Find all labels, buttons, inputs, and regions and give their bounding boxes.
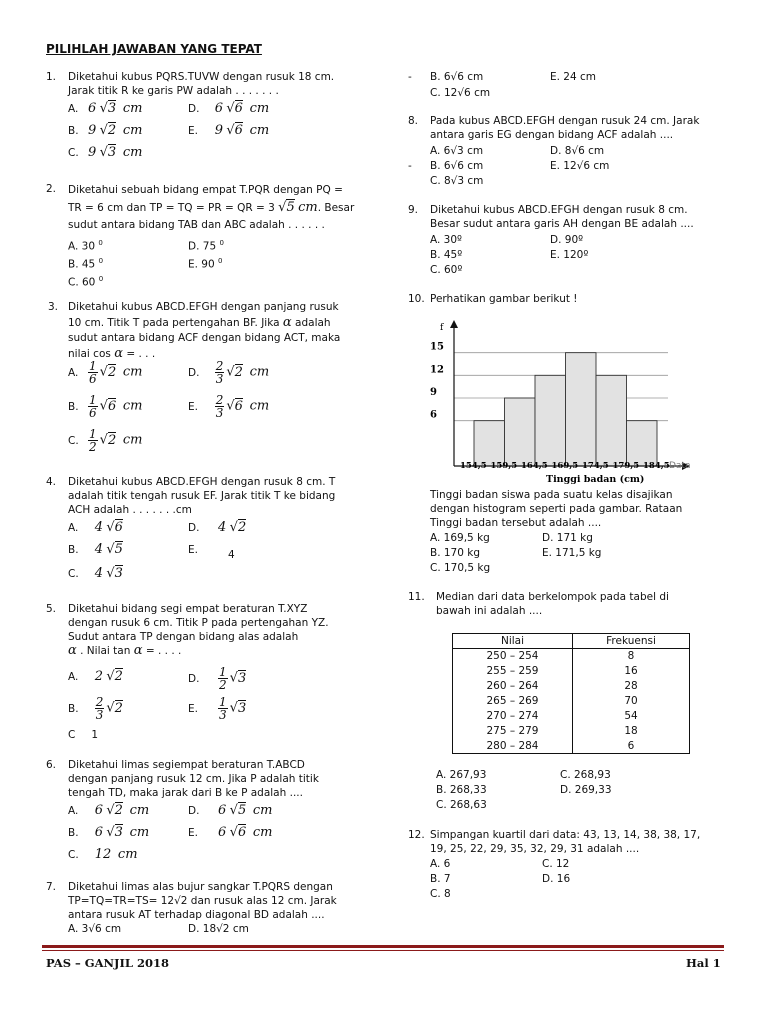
option-e[interactable]: E. $\frac{2}{3}$ √6 cm bbox=[188, 393, 270, 420]
option-b[interactable]: B. 9 √2 cm bbox=[68, 123, 143, 138]
question-number: 4. bbox=[46, 476, 57, 488]
numerator: 2 bbox=[215, 359, 224, 373]
question-number: 7. bbox=[46, 881, 57, 893]
text-part: . Besar bbox=[317, 202, 355, 214]
fraction bbox=[88, 360, 98, 385]
option-c[interactable]: C. 12√6 cm bbox=[430, 87, 491, 99]
question-text bbox=[68, 475, 364, 517]
unit: cm bbox=[122, 398, 143, 414]
x-tick-label: 169,5 bbox=[551, 461, 579, 471]
option-a[interactable]: A. 3√6 cm bbox=[68, 923, 122, 935]
option-letter: B. bbox=[68, 125, 79, 137]
text-line: Diketahui limas alas bujur sangkar T.PQRS dengan bbox=[68, 881, 333, 893]
text-line: Pada kubus ABCD.EFGH dengan rusuk 24 cm. Jarak bbox=[430, 115, 700, 127]
text-line: Simpangan kuartil dari data: 43, 13, 14, 38, 38, 17, bbox=[430, 829, 701, 841]
value: 9 bbox=[88, 123, 97, 138]
unit: cm bbox=[122, 432, 143, 448]
numerator: 1 bbox=[89, 427, 97, 441]
histogram-chart bbox=[418, 318, 718, 490]
radicand: 3 bbox=[114, 825, 123, 840]
option-d[interactable]: D. 18√2 cm bbox=[188, 923, 249, 935]
option-b[interactable]: B. 6√6 cm bbox=[430, 71, 484, 83]
question-number: 10. bbox=[408, 293, 425, 305]
value: 6 bbox=[94, 803, 103, 818]
option-d[interactable]: D. 8√6 cm bbox=[550, 145, 605, 157]
text-line: Tinggi badan tersebut adalah .... bbox=[430, 517, 602, 529]
x-tick-label: 154,5 bbox=[460, 461, 487, 471]
fraction bbox=[218, 696, 228, 721]
option-b[interactable]: B. 170 kg bbox=[430, 547, 481, 559]
option-letter: E. bbox=[188, 827, 198, 839]
frequency-table bbox=[452, 633, 690, 754]
value: 4 bbox=[94, 542, 103, 557]
numerator: 1 bbox=[89, 359, 97, 373]
option-text: B. 45 bbox=[68, 258, 96, 271]
option-c[interactable]: C. $\frac{1}{2}$ √2 cm bbox=[68, 427, 143, 454]
histogram-bar bbox=[596, 375, 627, 466]
option-letter: A. bbox=[68, 805, 79, 817]
text-line: ACH adalah . . . . . . .cm bbox=[68, 504, 192, 516]
radicand: 2 bbox=[107, 123, 117, 138]
table-cell: 70 bbox=[573, 694, 690, 709]
option-d[interactable] bbox=[188, 236, 224, 254]
text-line: Diketahui bidang segi empat beraturan T.XYZ bbox=[68, 603, 308, 615]
fraction bbox=[215, 360, 225, 385]
option-c[interactable] bbox=[68, 728, 98, 742]
unit: cm bbox=[249, 101, 270, 116]
text-line: adalah titik tengah rusuk EF. Jarak titik T ke bidang bbox=[68, 490, 336, 502]
unit: cm bbox=[252, 825, 273, 840]
option-b[interactable]: B. $\frac{1}{6}$ √6 cm bbox=[68, 393, 143, 420]
alpha-symbol: α bbox=[114, 346, 123, 361]
option-c[interactable]: C. 170,5 kg bbox=[430, 562, 491, 574]
footer-divider bbox=[42, 945, 724, 948]
question-text bbox=[430, 488, 726, 530]
option-a[interactable]: A. 6 √3 cm bbox=[68, 101, 143, 116]
y-tick-label: 15 bbox=[430, 341, 444, 353]
unit: cm bbox=[249, 398, 270, 414]
radicand: 2 bbox=[237, 520, 247, 535]
radicand: 5 bbox=[237, 803, 247, 818]
option-d[interactable]: D. 4 √2 bbox=[188, 520, 247, 535]
option-b[interactable]: B. 6 √3 cm bbox=[68, 825, 150, 840]
radicand: 6 bbox=[107, 398, 117, 414]
option-d[interactable]: D. $\frac{1}{2}$ √3 bbox=[188, 665, 247, 692]
text-line: Jarak titik R ke garis PW adalah . . . . . . . bbox=[68, 85, 279, 97]
option-e[interactable] bbox=[188, 254, 222, 272]
text-part: = . . . . bbox=[145, 645, 182, 657]
unit: cm bbox=[122, 101, 143, 116]
text-line bbox=[68, 644, 364, 658]
question-number: 12. bbox=[408, 829, 425, 841]
radicand: 3 bbox=[107, 145, 117, 160]
option-letter: E. bbox=[188, 702, 198, 715]
footer-divider-thin bbox=[42, 950, 724, 951]
text-line: sudut antara bidang ACF dengan bidang ACT, maka bbox=[68, 332, 341, 344]
x-axis-label: Tinggi badan (cm) bbox=[546, 474, 645, 485]
option-d[interactable]: D. 171 kg bbox=[542, 532, 593, 544]
option-letter: D. bbox=[188, 672, 200, 685]
numerator: 2 bbox=[215, 393, 224, 407]
unit: cm bbox=[129, 825, 150, 840]
table-cell: 54 bbox=[573, 709, 690, 724]
dash-marker: - bbox=[408, 160, 412, 172]
radicand: 6 bbox=[234, 101, 243, 116]
text-line: bawah ini adalah .... bbox=[436, 605, 543, 617]
value: 2 bbox=[94, 669, 103, 684]
denominator: 2 bbox=[89, 440, 97, 454]
text-line: Median dari data berkelompok pada tabel di bbox=[436, 591, 669, 603]
value: 6 bbox=[88, 101, 97, 116]
unit: cm bbox=[249, 364, 270, 380]
text-line: dengan rusuk 6 cm. Titik P pada pertengahan YZ. bbox=[68, 617, 329, 629]
option-a[interactable]: A. 6√3 cm bbox=[430, 145, 484, 157]
option-a[interactable]: A. 267,93 bbox=[436, 769, 487, 781]
table-cell: 270 – 274 bbox=[453, 709, 573, 724]
text-line: 19, 25, 22, 29, 35, 32, 29, 31 adalah .... bbox=[430, 843, 640, 855]
question-number: 3. bbox=[48, 301, 59, 313]
option-a[interactable]: A. 30º bbox=[430, 234, 462, 246]
option-letter: B. bbox=[68, 544, 79, 556]
question-text bbox=[68, 880, 364, 922]
table-cell: 8 bbox=[573, 649, 690, 664]
option-a[interactable]: A. $\frac{1}{6}$ √2 cm bbox=[68, 359, 143, 386]
unit: cm bbox=[122, 364, 143, 380]
radicand: 2 bbox=[114, 700, 123, 716]
text-line: Diketahui kubus ABCD.EFGH dengan rusuk 8 cm. T bbox=[68, 476, 336, 488]
option-letter: E. bbox=[188, 125, 198, 137]
numerator: 2 bbox=[95, 695, 104, 709]
unit: cm bbox=[122, 123, 143, 138]
table-row bbox=[453, 739, 690, 754]
value: 6 bbox=[94, 825, 103, 840]
question-number: 5. bbox=[46, 603, 57, 615]
table-cell: 275 – 279 bbox=[453, 724, 573, 739]
value: 9 bbox=[214, 123, 223, 138]
alpha-symbol: α bbox=[68, 643, 77, 658]
column-header: Frekuensi bbox=[573, 634, 690, 649]
option-letter: E. bbox=[188, 544, 198, 556]
text-line: Diketahui kubus ABCD.EFGH dengan panjang rusuk bbox=[68, 301, 339, 313]
text-line: Besar sudut antara garis AH dengan BE adalah .... bbox=[430, 218, 694, 230]
footer-exam-label: PAS – GANJIL 2018 bbox=[46, 956, 169, 970]
option-e[interactable]: E. 24 cm bbox=[550, 71, 597, 83]
option-text: A. 30 bbox=[68, 240, 96, 253]
text-line: antara rusuk AT terhadap diagonal BD adalah .... bbox=[68, 909, 325, 921]
text-part: . Nilai tan bbox=[80, 645, 131, 657]
text-part: = . . . bbox=[126, 348, 156, 360]
text-line: antara garis EG dengan bidang ACF adalah .... bbox=[430, 129, 674, 141]
option-c2[interactable]: C. 8 bbox=[430, 888, 451, 900]
option-b[interactable]: B. 45º bbox=[430, 249, 463, 261]
table-cell: 18 bbox=[573, 724, 690, 739]
y-axis-arrow bbox=[450, 320, 458, 328]
text-part: nilai cos bbox=[68, 348, 111, 360]
text-line bbox=[68, 315, 364, 331]
option-c[interactable]: C. 9 √3 cm bbox=[68, 145, 143, 160]
option-e[interactable]: E. $\frac{1}{3}$ √3 bbox=[188, 695, 247, 722]
question-text bbox=[430, 203, 726, 231]
degree: 0 bbox=[98, 239, 103, 247]
option-letter: C. bbox=[68, 849, 79, 861]
option-d[interactable]: D. 6 √5 cm bbox=[188, 803, 273, 818]
option-e[interactable]: E. 6 √6 cm bbox=[188, 825, 273, 840]
option-letter: D. bbox=[188, 805, 200, 817]
degree: 0 bbox=[218, 257, 223, 265]
question-text: Perhatikan gambar berikut ! bbox=[430, 293, 578, 305]
x-tick-label: 164,5 bbox=[521, 461, 548, 471]
table-row bbox=[453, 664, 690, 679]
question-text bbox=[436, 590, 726, 618]
option-b[interactable]: B. 7 bbox=[430, 873, 451, 885]
denominator: 3 bbox=[215, 406, 224, 420]
option-e[interactable]: E. 171,5 kg bbox=[542, 547, 602, 559]
table-row bbox=[453, 724, 690, 739]
table-cell: 16 bbox=[573, 664, 690, 679]
option-letter: D. bbox=[188, 366, 200, 379]
degree: 0 bbox=[98, 257, 104, 265]
question-text bbox=[68, 758, 364, 800]
page-title: PILIHLAH JAWABAN YANG TEPAT bbox=[46, 42, 262, 56]
text-line: Diketahui sebuah bidang empat T.PQR dengan PQ = bbox=[68, 184, 343, 196]
value: 6 bbox=[218, 803, 227, 818]
x-tick-label: 184,5 bbox=[643, 461, 670, 471]
option-e[interactable] bbox=[188, 543, 235, 561]
option-d[interactable]: D. 90º bbox=[550, 234, 584, 246]
option-a[interactable]: A. 4 √6 bbox=[68, 520, 123, 535]
text-line: dengan panjang rusuk 12 cm. Jika P adalah titik bbox=[68, 773, 319, 785]
option-letter: C. bbox=[68, 147, 79, 159]
histogram-bar bbox=[566, 353, 597, 466]
fraction bbox=[88, 428, 98, 453]
question-text bbox=[68, 70, 364, 98]
dash-marker: - bbox=[408, 71, 412, 83]
radicand: 5 bbox=[286, 200, 295, 215]
question-number: 1. bbox=[46, 71, 57, 83]
x-tick-label: 179,5 bbox=[612, 461, 640, 471]
radicand: 2 bbox=[107, 364, 117, 380]
y-tick-label: 6 bbox=[430, 409, 437, 421]
table-row bbox=[453, 679, 690, 694]
option-letter: D. bbox=[188, 522, 200, 534]
question-text bbox=[68, 300, 364, 362]
option-letter: B. bbox=[68, 400, 79, 413]
value: 4 bbox=[94, 566, 103, 581]
table-row bbox=[453, 709, 690, 724]
numerator: 1 bbox=[89, 393, 97, 407]
histogram-bar bbox=[535, 375, 566, 466]
y-tick-label: 12 bbox=[430, 364, 444, 376]
text-part: TR = 6 cm dan TP = TQ = PR = QR = 3 bbox=[68, 202, 275, 214]
option-a[interactable]: A. 6 √2 cm bbox=[68, 803, 150, 818]
footer-page-number: Hal 1 bbox=[686, 956, 721, 970]
value: 6 bbox=[214, 101, 223, 116]
text-line: Diketahui kubus ABCD.EFGH dengan rusuk 8 cm. bbox=[430, 204, 688, 216]
denominator: 3 bbox=[219, 708, 227, 722]
value: 6 bbox=[218, 825, 227, 840]
option-a[interactable] bbox=[68, 236, 103, 254]
option-c[interactable] bbox=[68, 848, 138, 862]
denominator: 6 bbox=[89, 406, 97, 420]
table-cell: 260 – 264 bbox=[453, 679, 573, 694]
question-number: 2. bbox=[46, 183, 57, 195]
denominator: 3 bbox=[95, 708, 104, 722]
option-b[interactable]: B. 268,33 bbox=[436, 784, 487, 796]
degree: 0 bbox=[219, 239, 224, 247]
option-c[interactable]: C. 60º bbox=[430, 264, 463, 276]
option-letter: A. bbox=[68, 366, 79, 379]
text-line: tengah TD, maka jarak dari B ke P adalah .... bbox=[68, 787, 303, 799]
unit: cm bbox=[252, 803, 273, 818]
option-c[interactable]: C. 268,93 bbox=[560, 769, 611, 781]
question-text bbox=[430, 114, 726, 142]
question-number: 8. bbox=[408, 115, 419, 127]
question-text bbox=[430, 828, 726, 856]
question-number: 11. bbox=[408, 591, 425, 603]
radicand: 6 bbox=[237, 825, 247, 840]
table-cell: 265 – 269 bbox=[453, 694, 573, 709]
numerator: 1 bbox=[219, 665, 227, 679]
option-letter: C bbox=[68, 729, 76, 741]
option-a[interactable]: A. 2 √2 bbox=[68, 669, 123, 684]
radicand: 3 bbox=[237, 670, 247, 686]
text-line: Sudut antara TP dengan bidang alas adalah bbox=[68, 631, 299, 643]
text-line: TR = 6 cm dan TP = TQ = PR = QR = 3 √5 cm. Besar bbox=[68, 200, 355, 215]
fraction bbox=[88, 394, 98, 419]
unit: cm bbox=[249, 123, 270, 138]
option-letter: E. bbox=[188, 400, 198, 413]
option-letter: C. bbox=[68, 434, 79, 447]
option-letter: A. bbox=[68, 522, 79, 534]
y-tick-label: 9 bbox=[430, 387, 437, 398]
histogram-bar bbox=[627, 421, 658, 466]
radicand: 3 bbox=[107, 101, 117, 116]
option-e[interactable]: E. 120º bbox=[550, 249, 589, 261]
option-letter: D. bbox=[188, 103, 200, 115]
text-part: 10 cm. Titik T pada pertengahan BF. Jika bbox=[68, 317, 280, 329]
option-c[interactable]: C. 4 √3 bbox=[68, 566, 123, 581]
text-line: Tinggi badan siswa pada suatu kelas disajikan bbox=[430, 489, 673, 501]
unit: cm bbox=[129, 803, 150, 818]
radicand: 3 bbox=[237, 700, 247, 716]
x-tick-label: 159,5 bbox=[490, 461, 518, 471]
text-line: Diketahui kubus PQRS.TUVW dengan rusuk 18 cm. bbox=[68, 71, 335, 83]
text-line: dengan histogram seperti pada gambar. Rataan bbox=[430, 503, 683, 515]
fraction bbox=[218, 666, 228, 691]
y-axis-label: f bbox=[440, 323, 444, 333]
value: 4 bbox=[94, 520, 103, 535]
option-b[interactable]: B. 4 √5 bbox=[68, 542, 123, 557]
text-line: Diketahui limas segiempat beraturan T.ABCD bbox=[68, 759, 305, 771]
unit: cm bbox=[122, 145, 143, 160]
option-b[interactable] bbox=[68, 254, 103, 272]
text-line: TP=TQ=TR=TS= 12√2 dan rusuk alas 12 cm. Jarak bbox=[68, 895, 337, 907]
radicand: 6 bbox=[114, 520, 123, 535]
table-row bbox=[453, 694, 690, 709]
table-cell: 255 – 259 bbox=[453, 664, 573, 679]
radicand: 6 bbox=[234, 123, 243, 138]
radicand: 2 bbox=[114, 669, 123, 684]
numerator: 1 bbox=[219, 695, 227, 709]
table-cell: 250 – 254 bbox=[453, 649, 573, 664]
option-a[interactable]: A. 169,5 kg bbox=[430, 532, 490, 544]
table-cell: 6 bbox=[573, 739, 690, 754]
question-text bbox=[68, 182, 364, 234]
radicand: 3 bbox=[114, 566, 123, 581]
fraction bbox=[215, 394, 225, 419]
option-letter: B. bbox=[68, 827, 79, 839]
option-c[interactable]: C. 12 bbox=[542, 858, 570, 870]
denominator: 6 bbox=[89, 372, 97, 386]
question-number: 6. bbox=[46, 759, 57, 771]
question-number: 9. bbox=[408, 204, 419, 216]
value: 1 bbox=[91, 729, 99, 741]
option-d[interactable]: D. 6 √6 cm bbox=[188, 101, 270, 116]
option-c2[interactable]: C. 268,63 bbox=[436, 799, 487, 811]
table-cell: 28 bbox=[573, 679, 690, 694]
unit: cm bbox=[298, 200, 318, 215]
alpha-symbol: α bbox=[133, 643, 143, 658]
histogram-bar bbox=[474, 421, 505, 466]
x-axis-end-label: Data bbox=[669, 461, 691, 471]
option-a[interactable]: A. 6 bbox=[430, 858, 451, 870]
radicand: 2 bbox=[107, 432, 117, 448]
option-b[interactable]: B. $\frac{2}{3}$ √2 bbox=[68, 695, 123, 722]
option-c[interactable]: C. 8√3 cm bbox=[430, 175, 484, 187]
column-header: Nilai bbox=[453, 634, 573, 649]
radicand: 2 bbox=[114, 803, 123, 818]
unit: cm bbox=[117, 847, 138, 862]
option-letter: B. bbox=[68, 702, 79, 715]
value: 9 bbox=[88, 145, 97, 160]
table-cell: 280 – 284 bbox=[453, 739, 573, 754]
question-text bbox=[68, 602, 364, 658]
table-row bbox=[453, 649, 690, 664]
option-d[interactable]: D. 16 bbox=[542, 873, 571, 885]
denominator: 2 bbox=[219, 678, 227, 692]
fraction bbox=[95, 696, 105, 721]
text-part: adalah bbox=[295, 317, 331, 329]
radicand: 5 bbox=[114, 542, 123, 557]
value: 4 bbox=[228, 549, 235, 561]
option-letter: A. bbox=[68, 671, 79, 683]
value: 4 bbox=[218, 520, 227, 535]
degree: 0 bbox=[98, 275, 104, 283]
x-tick-label: 174,5 bbox=[582, 461, 609, 471]
option-text: D. 75 bbox=[188, 240, 217, 253]
histogram-bar bbox=[505, 398, 536, 466]
option-text: E. 90 bbox=[188, 258, 215, 271]
radicand: 6 bbox=[234, 398, 243, 414]
text-line: sudut antara bidang TAB dan ABC adalah . . . . . . bbox=[68, 219, 325, 231]
option-c[interactable] bbox=[68, 272, 103, 290]
option-e[interactable]: E. 9 √6 cm bbox=[188, 123, 270, 138]
option-letter: A. bbox=[68, 103, 79, 115]
option-d[interactable]: D. 269,33 bbox=[560, 784, 612, 796]
alpha-symbol: α bbox=[282, 315, 292, 330]
denominator: 3 bbox=[215, 372, 224, 386]
radicand: 2 bbox=[234, 364, 243, 380]
option-b[interactable]: B. 6√6 cm bbox=[430, 160, 484, 172]
option-d[interactable]: D. $\frac{2}{3}$ √2 cm bbox=[188, 359, 270, 386]
value: 12 bbox=[94, 847, 112, 862]
option-text: C. 60 bbox=[68, 276, 96, 289]
option-letter: C. bbox=[68, 568, 79, 580]
option-e[interactable]: E. 12√6 cm bbox=[550, 160, 610, 172]
